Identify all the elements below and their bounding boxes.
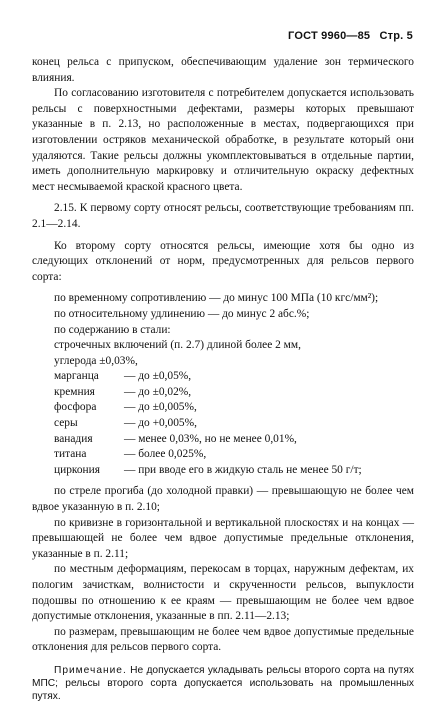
element-name: циркония bbox=[54, 463, 100, 476]
element-name: кремния bbox=[54, 385, 95, 398]
body-text bbox=[32, 55, 414, 703]
element-limit: — менее 0,03%, но не менее 0,01%, bbox=[124, 432, 297, 445]
table-row bbox=[54, 463, 362, 479]
element-name: марганца bbox=[54, 370, 99, 383]
note bbox=[32, 664, 414, 703]
element-limit: — более 0,025%, bbox=[124, 448, 207, 461]
paragraph: строчечных включений (п. 2.7) длиной более 2 мм, bbox=[54, 339, 301, 352]
paragraph: по размерам, превышающим не более чем вдвое допустимые предельные отклонения для рельсов первого сорта. bbox=[32, 625, 414, 654]
element-name: титана bbox=[54, 448, 87, 461]
table-row bbox=[54, 385, 362, 401]
paragraph: Ко второму сорту относятся рельсы, имеющие хотя бы одно из следующих отклонений от норм, предусмотренных для рельсов первого сорта: bbox=[32, 239, 414, 283]
element-limit: — до +0,005%, bbox=[124, 417, 197, 430]
element-limit: — до ±0,005%, bbox=[124, 401, 197, 414]
paragraph: конец рельса с припуском, обеспечивающим удаление зон термического влияния. bbox=[32, 56, 414, 84]
paragraph: по стреле прогиба (до холодной правки) — превышающую не более чем вдвое указанную в п. 2.10; bbox=[32, 485, 414, 514]
paragraph: по кривизне в горизонтальной и вертикальной плоскостях и на концах — превышающей не более чем вдвое допустимые предельные отклонения, указанные в п. 2.11; bbox=[32, 516, 414, 560]
paragraph: По согласованию изготовителя с потребителем допускается использовать рельсы с поверхностными дефектами, размеры которых превышают указанные в п. 2.13, но расположенные в местах, подвергающихся при изготовлении остряков механической обработке, в результате который они удаляются. Такие рельсы должны укомплектовываться в отдельные партии, иметь дополнительную маркировку и отличительную окраску дефектных мест несмываемой краской красного цвета. bbox=[32, 87, 414, 193]
element-limit: — до ±0,02%, bbox=[124, 385, 192, 398]
element-name: фосфора bbox=[54, 401, 97, 414]
element-name: ванадия bbox=[54, 432, 93, 445]
table-row bbox=[54, 447, 362, 463]
element-limit: — при вводе его в жидкую сталь не менее 50 г/т; bbox=[124, 463, 362, 476]
table-row bbox=[54, 416, 362, 432]
paragraph: по содержанию в стали: bbox=[54, 323, 171, 336]
table-row bbox=[54, 369, 362, 385]
note-text: Не допускается укладывать рельсы второго сорта на путях МПС; рельсы второго сорта допускается использовать на промышленных путях. bbox=[32, 664, 414, 702]
element-deviation-table bbox=[54, 369, 362, 478]
table-row bbox=[54, 432, 362, 448]
paragraph: по относительному удлинению — до минус 2 абс.%; bbox=[54, 307, 310, 320]
note-label: Примечание. bbox=[54, 664, 127, 676]
table-row bbox=[54, 400, 362, 416]
doc-number: ГОСТ 9960—85 bbox=[288, 30, 371, 42]
element-limit: — до ±0,05%, bbox=[124, 370, 192, 383]
paragraph: 2.15. К первому сорту относят рельсы, соответствующие требованиям пп. 2.1—2.14. bbox=[32, 202, 414, 230]
paragraph: по местным деформациям, перекосам в торцах, наружным дефектам, их пологим зачисткам, волнистости и скрученности рельсов, выпуклости подошвы по отношению к ее краям — превышающим не более чем вдвое допустимые отклонения, указанные в пп. 2.11—2.13; bbox=[32, 563, 414, 623]
paragraph: углерода ±0,03%, bbox=[54, 354, 138, 367]
page-number: Стр. 5 bbox=[379, 30, 413, 42]
element-name: серы bbox=[54, 417, 78, 430]
page-header bbox=[288, 30, 413, 42]
paragraph: по временному сопротивлению — до минус 100 МПа (10 кгс/мм²); bbox=[54, 292, 379, 305]
